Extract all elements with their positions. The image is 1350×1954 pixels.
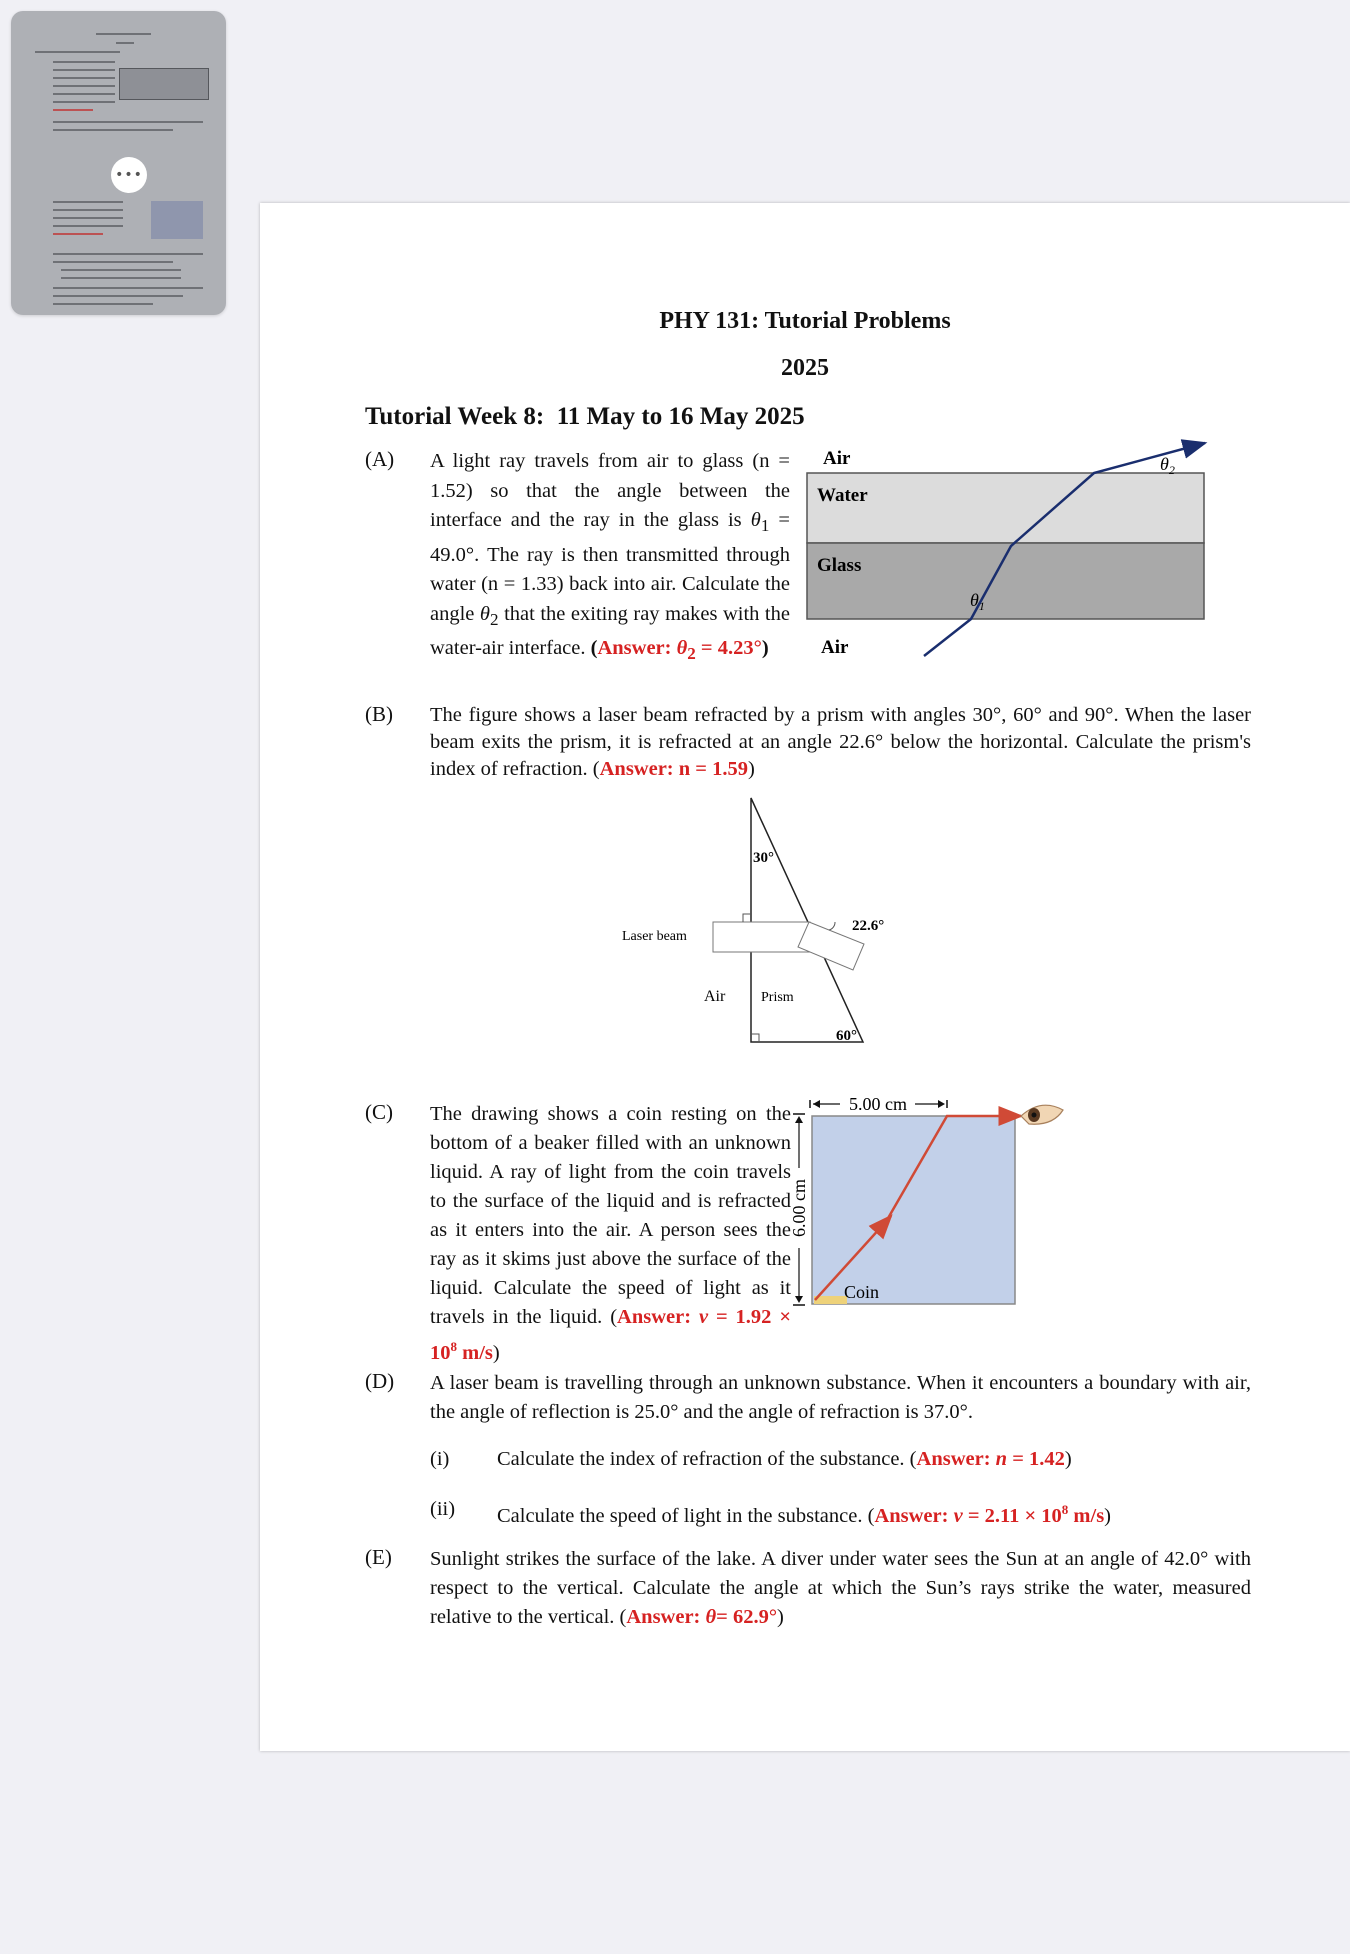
course-title: PHY 131: Tutorial Problems bbox=[659, 308, 951, 334]
document-page bbox=[260, 203, 1350, 1751]
air-top-label: Air bbox=[823, 448, 851, 469]
answer-e: Answer: θ= 62.9° bbox=[626, 1606, 778, 1628]
answer-d-ii: Answer: $v = 2.11 \times 10^8$ m/s bbox=[874, 1502, 1105, 1527]
laser-beam-label: Laser beam bbox=[622, 929, 687, 944]
answer-a: Answer: $\theta_2 = 4.23^\circ$ bbox=[597, 637, 762, 664]
problem-c-label: (C) bbox=[365, 1100, 393, 1124]
water-label: Water bbox=[817, 485, 868, 506]
answer-c: Answer: $v = 1.92 \times 10^8$ m/s bbox=[430, 1306, 792, 1364]
eye-icon bbox=[1021, 1105, 1063, 1124]
answer-b: Answer: n = 1.59 bbox=[599, 758, 748, 780]
width-label: 5.00 cm bbox=[849, 1094, 907, 1114]
glass-label: Glass bbox=[817, 555, 862, 576]
theta1-label: $\theta_1$ bbox=[970, 590, 985, 613]
water-layer bbox=[807, 473, 1204, 543]
problem-a-label: (A) bbox=[365, 447, 395, 471]
problem-b-text: The figure shows a laser beam refracted by a prism with angles 30°, 60° and 90°. When the laser beam exits the prism, it is refracted at an angle 22.6° below the horizontal. Calculate the prism's index of refraction. (Answer: n = 1.59) bbox=[430, 704, 1251, 780]
problem-b-label: (B) bbox=[365, 702, 393, 726]
problem-d-ii-label: (ii) bbox=[430, 1498, 456, 1520]
prism-label: Prism bbox=[761, 990, 794, 1005]
angle-60-label: 60° bbox=[836, 1028, 857, 1044]
problem-e-text: Sunlight strikes the surface of the lake. A diver under water sees the Sun at an angle of 42.0° with respect to the vertical. Calculate the angle at which the Sun’s rays strike the water, measured relative to the vertical. (Answer: θ= 62.9°) bbox=[430, 1548, 1251, 1628]
figure-a-refraction bbox=[800, 431, 1240, 658]
problem-c-text: The drawing shows a coin resting on the bottom of a beaker filled with an unknown liquid. A ray of light from the coin travels to the surface of the liquid and is refracted as it enters into the air. A person sees the ray as it skims just above the surface of the liquid. Calculate the speed of light as it travels in the liquid. (Answer: $v = 1.92 \times 10^8$ m/s) bbox=[430, 1103, 792, 1364]
page-thumbnail[interactable] bbox=[11, 11, 226, 315]
more-options-button[interactable]: ••• bbox=[111, 157, 147, 193]
air-bottom-label: Air bbox=[821, 637, 849, 658]
answer-d-i: Answer: n = 1.42 bbox=[916, 1448, 1065, 1470]
angle-30-label: 30° bbox=[753, 850, 774, 866]
laser-beam-incoming bbox=[713, 922, 810, 952]
problem-d-ii-text: Calculate the speed of light in the substance. (Answer: $v = 2.11 \times 10^8$ m/s) bbox=[497, 1502, 1111, 1527]
figure-c-beaker bbox=[785, 1096, 1070, 1328]
angle-exit-label: 22.6° bbox=[852, 918, 885, 934]
depth-label: 6.00 cm bbox=[789, 1179, 809, 1237]
week-heading: Tutorial Week 8: 11 May to 16 May 2025 bbox=[365, 403, 805, 430]
problem-d-text: A laser beam is travelling through an unknown substance. When it encounters a boundary with air, the angle of reflection is 25.0° and the angle of refraction is 37.0°. bbox=[430, 1372, 1251, 1423]
theta2-label: $\theta_2$ bbox=[1160, 454, 1175, 477]
beaker bbox=[812, 1116, 1015, 1304]
coin-label: Coin bbox=[844, 1282, 880, 1302]
problem-d-i-label: (i) bbox=[430, 1448, 450, 1470]
problem-d-label: (D) bbox=[365, 1369, 395, 1393]
course-year: 2025 bbox=[781, 355, 829, 381]
air-label: Air bbox=[704, 988, 726, 1005]
figure-b-prism bbox=[620, 793, 890, 1043]
problem-a-text: A light ray travels from air to glass (n = 1.52) so that the angle between the interface and the ray in the glass is $\theta_1 = 49.0^\circ$. The ray is then transmitted through water (n = 1.33) back into air. Calculate the angle $\theta_2$ that the exiting ray makes with the water-air interface. (Answer: $\theta_2 = 4.23^\circ$) bbox=[430, 450, 790, 664]
problem-d-i-text: Calculate the index of refraction of the substance. (Answer: n = 1.42) bbox=[497, 1448, 1072, 1470]
problem-e-label: (E) bbox=[365, 1545, 392, 1569]
prism-triangle bbox=[751, 798, 863, 1042]
